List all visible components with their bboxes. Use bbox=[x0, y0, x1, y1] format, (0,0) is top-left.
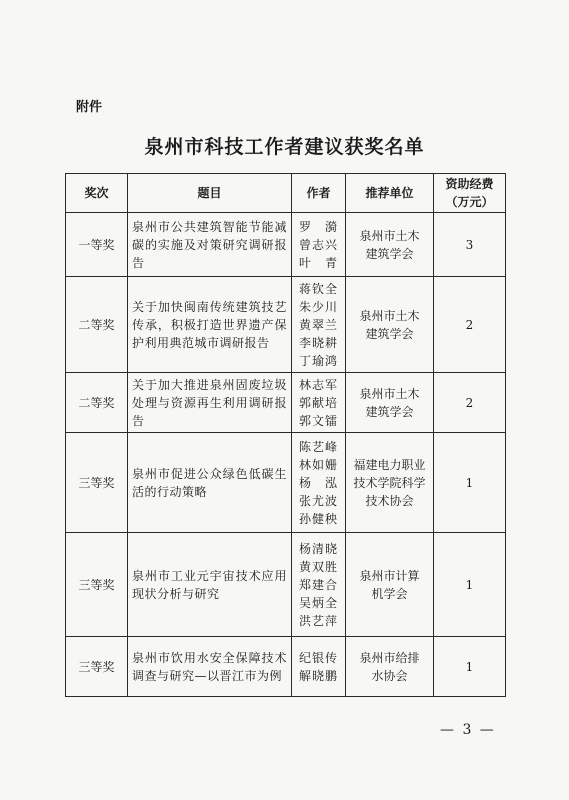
table-header-row bbox=[66, 174, 506, 213]
cell-authors bbox=[292, 637, 346, 697]
author-name: 蒋钦全 bbox=[298, 281, 338, 296]
header-unit: 推荐单位 bbox=[346, 174, 434, 213]
cell-unit bbox=[346, 637, 434, 697]
cell-authors bbox=[292, 213, 346, 277]
unit-line: 建筑学会 bbox=[365, 404, 414, 419]
table-row bbox=[66, 213, 506, 277]
author-name: 林志军 bbox=[298, 377, 338, 392]
table-row bbox=[66, 373, 506, 433]
author-name: 丁瑜鸿 bbox=[298, 353, 338, 368]
cell-fund: 2 bbox=[434, 277, 506, 373]
cell-topic: 泉州市公共建筑智能节能减碳的实施及对策研究调研报告 bbox=[128, 213, 292, 277]
author-name: 洪艺萍 bbox=[298, 613, 338, 628]
cell-fund: 1 bbox=[434, 637, 506, 697]
cell-unit bbox=[346, 277, 434, 373]
cell-unit bbox=[346, 213, 434, 277]
table-row bbox=[66, 277, 506, 373]
cell-authors bbox=[292, 433, 346, 533]
author-name: 曾志兴 bbox=[298, 237, 338, 252]
cell-topic: 泉州市饮用水安全保障技术调查与研究—以晋江市为例 bbox=[128, 637, 292, 697]
author-name: 陈艺峰 bbox=[298, 439, 338, 454]
cell-award: 三等奖 bbox=[66, 533, 128, 637]
cell-award: 二等奖 bbox=[66, 277, 128, 373]
author-name: 黄双胜 bbox=[298, 559, 338, 574]
header-award: 奖次 bbox=[66, 174, 128, 213]
table-body bbox=[66, 213, 506, 697]
cell-topic: 泉州市促进公众绿色低碳生活的行动策略 bbox=[128, 433, 292, 533]
cell-unit bbox=[346, 433, 434, 533]
unit-line: 泉州市给排 bbox=[359, 650, 420, 665]
cell-topic: 关于加快闽南传统建筑技艺传承，积极打造世界遗产保护利用典范城市调研报告 bbox=[128, 277, 292, 373]
unit-line: 技术协会 bbox=[365, 493, 414, 508]
cell-unit bbox=[346, 373, 434, 433]
cell-unit bbox=[346, 533, 434, 637]
table-row bbox=[66, 433, 506, 533]
unit-line: 泉州市土木 bbox=[359, 386, 420, 401]
unit-line: 福建电力职业 bbox=[353, 457, 426, 472]
unit-line: 泉州市计算 bbox=[359, 568, 420, 583]
cell-fund: 2 bbox=[434, 373, 506, 433]
author-name: 郭献培 bbox=[298, 395, 338, 410]
cell-fund: 3 bbox=[434, 213, 506, 277]
author-name: 杨清晓 bbox=[298, 541, 338, 556]
header-fund-label: 资助经费 bbox=[445, 177, 494, 191]
author-name: 郭文镭 bbox=[298, 413, 338, 428]
unit-line: 水协会 bbox=[371, 668, 408, 683]
author-name: 李晓耕 bbox=[298, 335, 338, 350]
cell-award: 一等奖 bbox=[66, 213, 128, 277]
author-name: 林如姗 bbox=[298, 457, 338, 472]
table-row bbox=[66, 637, 506, 697]
header-topic: 题目 bbox=[128, 174, 292, 213]
author-name: 杨 泓 bbox=[298, 475, 338, 490]
unit-line: 建筑学会 bbox=[365, 326, 414, 341]
cell-authors bbox=[292, 373, 346, 433]
header-fund bbox=[434, 174, 506, 213]
cell-fund: 1 bbox=[434, 433, 506, 533]
author-name: 罗 漪 bbox=[298, 219, 338, 234]
unit-line: 泉州市土木 bbox=[359, 228, 420, 243]
cell-topic: 关于加大推进泉州固废垃圾处理与资源再生利用调研报告 bbox=[128, 373, 292, 433]
author-name: 解晓鹏 bbox=[298, 668, 338, 683]
author-name: 叶 青 bbox=[298, 255, 338, 270]
unit-line: 泉州市土木 bbox=[359, 308, 420, 323]
unit-line: 机学会 bbox=[371, 586, 408, 601]
unit-line: 建筑学会 bbox=[365, 246, 414, 261]
cell-topic: 泉州市工业元宇宙技术应用现状分析与研究 bbox=[128, 533, 292, 637]
cell-award: 二等奖 bbox=[66, 373, 128, 433]
table-row bbox=[66, 533, 506, 637]
cell-award: 三等奖 bbox=[66, 433, 128, 533]
cell-award: 三等奖 bbox=[66, 637, 128, 697]
header-authors: 作者 bbox=[292, 174, 346, 213]
author-name: 吴炳全 bbox=[298, 595, 338, 610]
author-name: 郑建合 bbox=[298, 577, 338, 592]
author-name: 朱少川 bbox=[298, 299, 338, 314]
page-title: 泉州市科技工作者建议获奖名单 bbox=[144, 136, 425, 158]
cell-authors bbox=[292, 533, 346, 637]
cell-authors bbox=[292, 277, 346, 373]
author-name: 孙健秧 bbox=[298, 511, 338, 526]
header-fund-unit: （万元） bbox=[445, 195, 494, 209]
page-number: — 3 — bbox=[440, 722, 496, 738]
award-table bbox=[65, 173, 506, 697]
author-name: 张尤波 bbox=[298, 493, 338, 508]
author-name: 纪银传 bbox=[298, 650, 338, 665]
unit-line: 技术学院科学 bbox=[353, 475, 426, 490]
cell-fund: 1 bbox=[434, 533, 506, 637]
author-name: 黄翠兰 bbox=[298, 317, 338, 332]
attachment-label: 附件 bbox=[76, 100, 103, 115]
